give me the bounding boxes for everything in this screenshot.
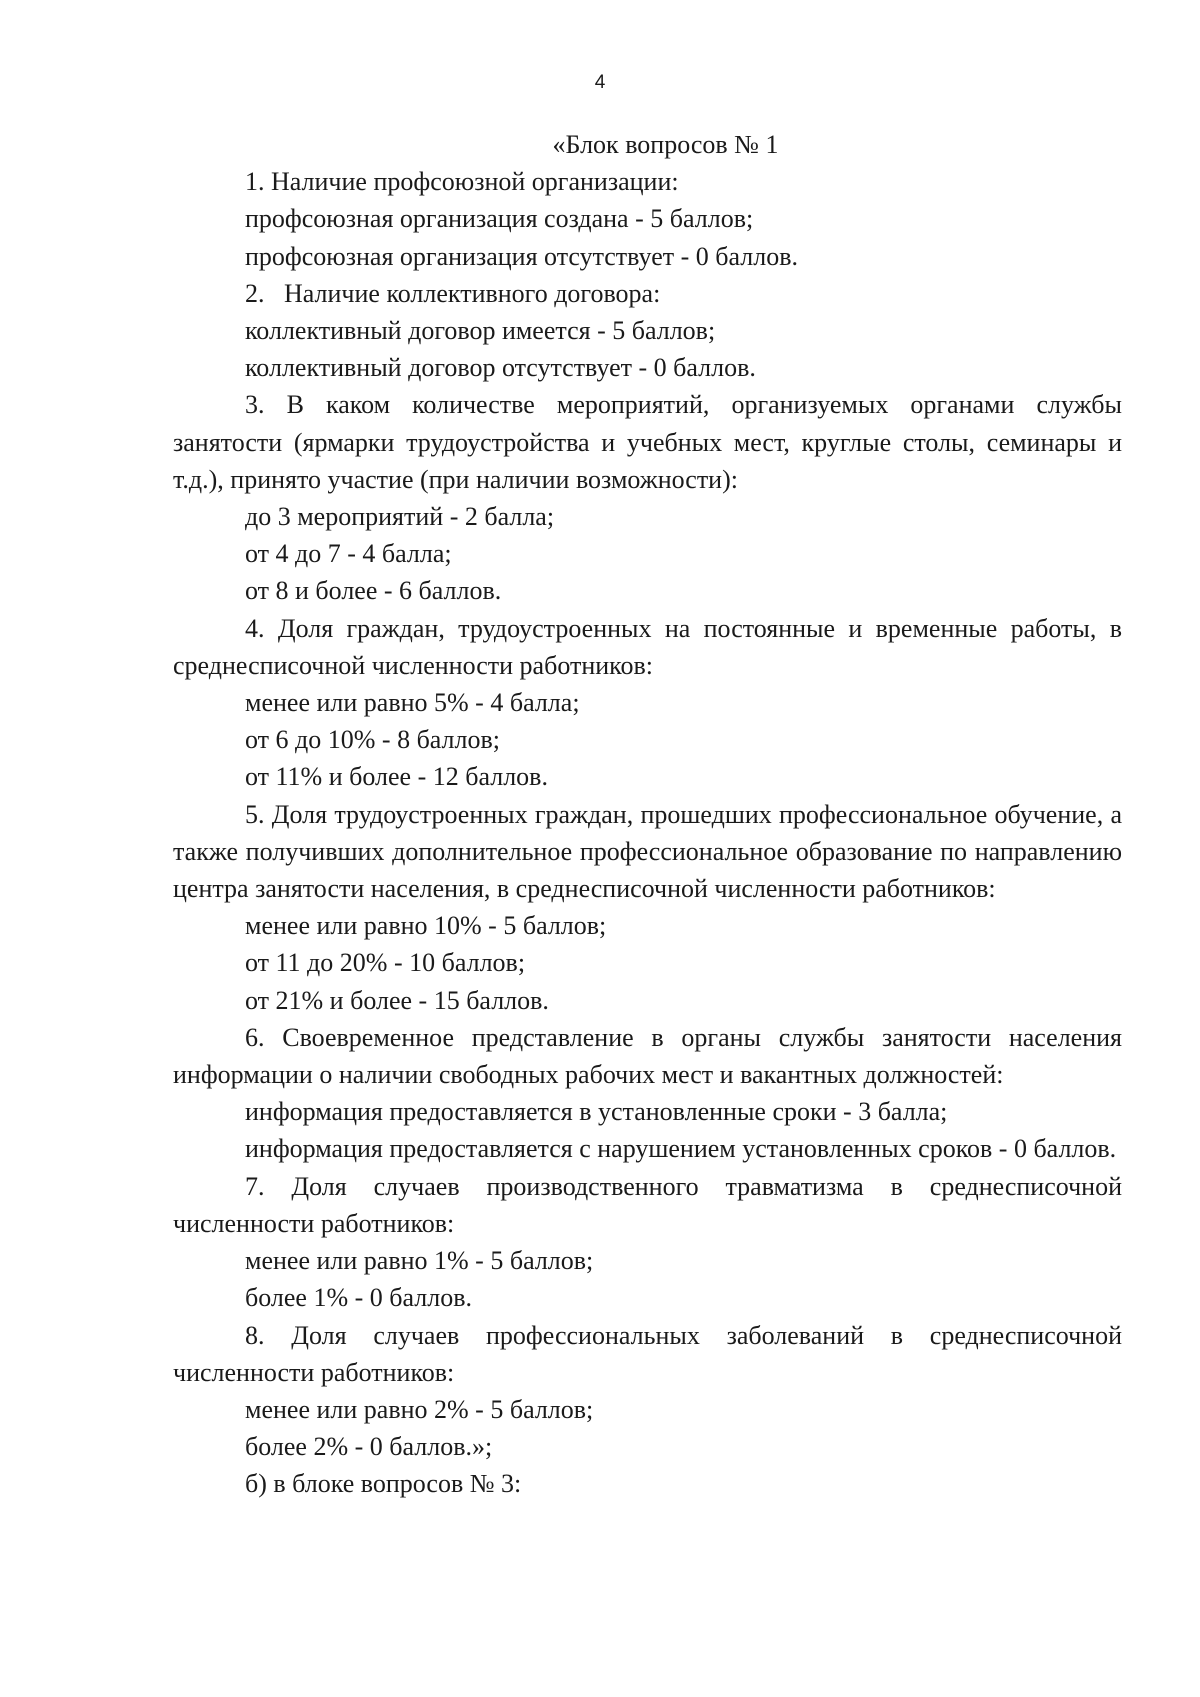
question-3-option: до 3 мероприятий - 2 балла;: [245, 502, 555, 532]
question-7-option: менее или равно 1% - 5 баллов;: [245, 1246, 594, 1276]
block-heading: «Блок вопросов № 1: [552, 130, 779, 159]
page-number: 4: [594, 72, 606, 93]
question-6-option: информация предоставляется с нарушением установленных сроков - 0 баллов.: [245, 1134, 1117, 1164]
document-body: [173, 126, 1122, 1503]
question-8-option: менее или равно 2% - 5 баллов;: [245, 1394, 594, 1424]
question-5-option: от 11 до 20% - 10 баллов;: [245, 948, 526, 978]
question-4-option: менее или равно 5% - 4 балла;: [245, 688, 580, 718]
question-5-option: менее или равно 10% - 5 баллов;: [245, 911, 607, 941]
question-6-title: 6. Своевременное представление в органы службы занятости населения информации о наличии свободных рабочих мест и вакантных должностей:: [173, 1022, 1122, 1090]
question-3-option: от 4 до 7 - 4 балла;: [245, 539, 452, 569]
question-2-option: коллективный договор отсутствует - 0 баллов.: [245, 353, 756, 383]
question-4-title: 4. Доля граждан, трудоустроенных на постоянные и временные работы, в среднесписочной численности работников:: [173, 613, 1122, 680]
question-5-title: 5. Доля трудоустроенных граждан, прошедших профессиональное обучение, а также получивших дополнительное профессиональное образование по направлению центра занятости населения, в среднесписочной численности работников:: [173, 799, 1122, 904]
question-2-title: 2. Наличие коллективного договора:: [245, 278, 661, 308]
question-1-title: 1. Наличие профсоюзной организации:: [245, 167, 679, 197]
question-7-title: 7. Доля случаев производственного травматизма в среднесписочной численности работников:: [173, 1171, 1122, 1238]
question-8-title: 8. Доля случаев профессиональных заболеваний в среднесписочной численности работников:: [173, 1320, 1122, 1387]
question-8-option: более 2% - 0 баллов.»;: [245, 1432, 493, 1462]
question-6-option: информация предоставляется в установленные сроки - 3 балла;: [245, 1097, 948, 1127]
question-1-option: профсоюзная организация создана - 5 баллов;: [245, 204, 754, 234]
question-3-option: от 8 и более - 6 баллов.: [245, 576, 502, 606]
question-7-option: более 1% - 0 баллов.: [245, 1283, 472, 1313]
question-4-option: от 11% и более - 12 баллов.: [245, 762, 548, 792]
question-5-option: от 21% и более - 15 баллов.: [245, 985, 549, 1015]
question-3-title: 3. В каком количестве мероприятий, организуемых органами службы занятости (ярмарки трудоустройства и учебных мест, круглые столы, семинары и т.д.), принято участие (при наличии возможности):: [173, 390, 1122, 494]
question-2-option: коллективный договор имеется - 5 баллов;: [245, 316, 716, 346]
question-4-option: от 6 до 10% - 8 баллов;: [245, 725, 501, 755]
next-section-line: б) в блоке вопросов № 3:: [245, 1469, 522, 1499]
question-1-option: профсоюзная организация отсутствует - 0 баллов.: [245, 241, 798, 271]
